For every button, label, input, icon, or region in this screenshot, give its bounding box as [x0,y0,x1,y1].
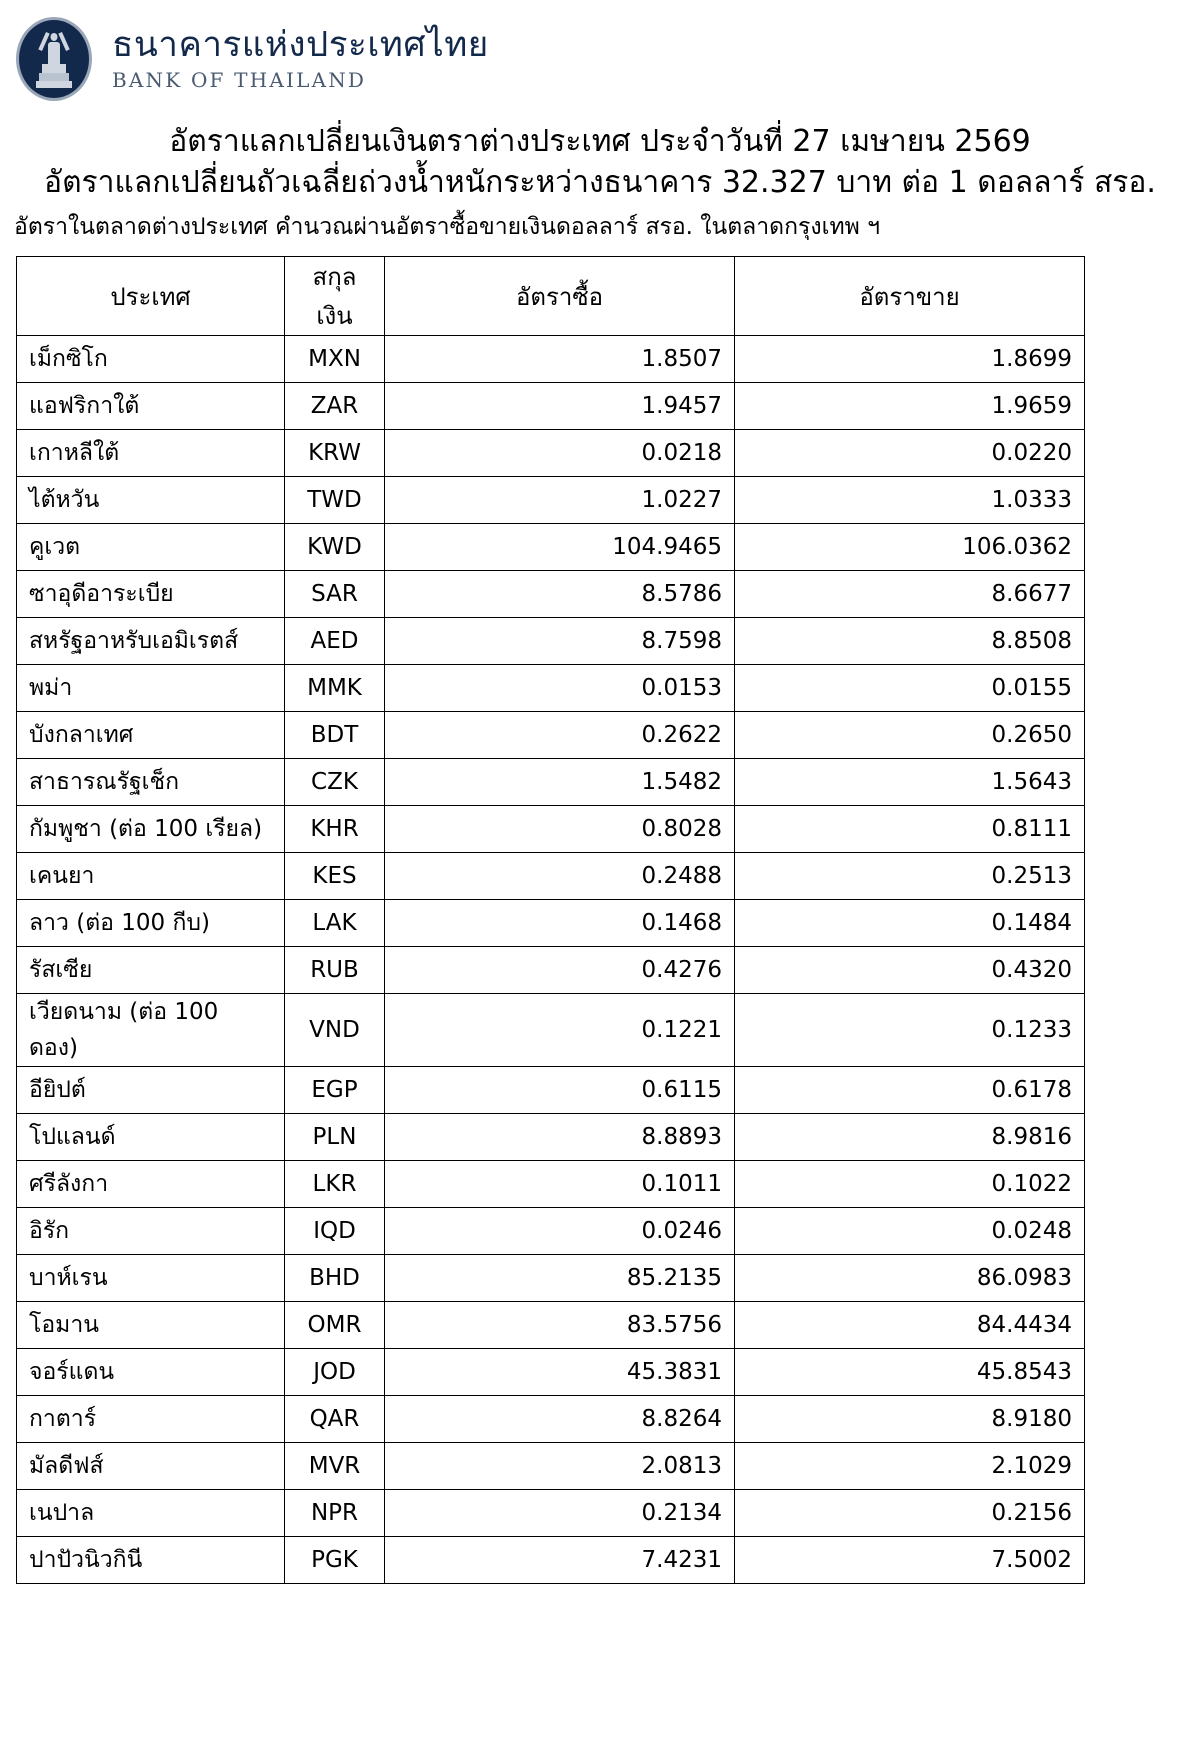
table-row [17,1208,1085,1255]
cell-country: อียิปต์ [17,1067,285,1114]
cell-country: อิรัก [17,1208,285,1255]
cell-currency-code: CZK [285,759,385,806]
cell-buy-rate: 0.2622 [385,712,735,759]
cell-sell-rate: 0.0155 [735,665,1085,712]
cell-buy-rate: 0.0153 [385,665,735,712]
cell-currency-code: PLN [285,1114,385,1161]
column-header-country: ประเทศ [17,257,285,336]
cell-currency-code: TWD [285,477,385,524]
column-header-sell-rate: อัตราขาย [735,257,1085,336]
cell-sell-rate: 0.1233 [735,994,1085,1067]
cell-sell-rate: 7.5002 [735,1537,1085,1584]
cell-buy-rate: 104.9465 [385,524,735,571]
cell-country: เวียดนาม (ต่อ 100 ดอง) [17,994,285,1067]
cell-currency-code: KES [285,853,385,900]
cell-country: โอมาน [17,1302,285,1349]
cell-sell-rate: 8.6677 [735,571,1085,618]
bank-of-thailand-seal-icon [16,17,92,101]
table-row [17,1114,1085,1161]
cell-sell-rate: 0.1022 [735,1161,1085,1208]
cell-buy-rate: 1.5482 [385,759,735,806]
page-title: อัตราแลกเปลี่ยนเงินตราต่างประเทศ ประจำวันที่ 27 เมษายน 2569 [169,124,1031,159]
cell-sell-rate: 1.5643 [735,759,1085,806]
table-row [17,618,1085,665]
table-row [17,383,1085,430]
cell-sell-rate: 0.0220 [735,430,1085,477]
cell-country: ไต้หวัน [17,477,285,524]
cell-buy-rate: 83.5756 [385,1302,735,1349]
cell-currency-code: LKR [285,1161,385,1208]
cell-buy-rate: 0.0218 [385,430,735,477]
table-row [17,712,1085,759]
cell-country: สหรัฐอาหรับเอมิเรตส์ [17,618,285,665]
table-row [17,759,1085,806]
cell-sell-rate: 106.0362 [735,524,1085,571]
cell-sell-rate: 0.1484 [735,900,1085,947]
cell-sell-rate: 8.9180 [735,1396,1085,1443]
table-row [17,1537,1085,1584]
table-row [17,336,1085,383]
table-row [17,1490,1085,1537]
cell-country: กัมพูชา (ต่อ 100 เรียล) [17,806,285,853]
cell-country: ปาปัวนิวกินี [17,1537,285,1584]
brand-block [112,27,489,91]
page-subtitle: อัตราแลกเปลี่ยนถัวเฉลี่ยถ่วงน้ำหนักระหว่างธนาคาร 32.327 บาท ต่อ 1 ดอลลาร์ สรอ. [44,164,1156,200]
cell-country: พม่า [17,665,285,712]
cell-sell-rate: 45.8543 [735,1349,1085,1396]
table-row [17,1349,1085,1396]
cell-currency-code: JOD [285,1349,385,1396]
cell-sell-rate: 1.0333 [735,477,1085,524]
cell-currency-code: RUB [285,947,385,994]
table-header-row [17,257,1085,336]
cell-country: บังกลาเทศ [17,712,285,759]
cell-sell-rate: 0.2156 [735,1490,1085,1537]
cell-currency-code: PGK [285,1537,385,1584]
cell-currency-code: SAR [285,571,385,618]
table-row [17,571,1085,618]
cell-buy-rate: 1.0227 [385,477,735,524]
cell-country: มัลดีฟส์ [17,1443,285,1490]
cell-sell-rate: 84.4434 [735,1302,1085,1349]
table-row [17,900,1085,947]
cell-buy-rate: 1.9457 [385,383,735,430]
cell-buy-rate: 45.3831 [385,1349,735,1396]
cell-sell-rate: 1.9659 [735,383,1085,430]
cell-sell-rate: 8.9816 [735,1114,1085,1161]
cell-sell-rate: 0.2513 [735,853,1085,900]
title-block [0,104,1200,242]
page-note: อัตราในตลาดต่างประเทศ คำนวณผ่านอัตราซื้อขายเงินดอลลาร์ สรอ. ในตลาดกรุงเทพ ฯ [14,213,881,240]
cell-sell-rate: 0.6178 [735,1067,1085,1114]
cell-currency-code: MMK [285,665,385,712]
cell-currency-code: ZAR [285,383,385,430]
cell-currency-code: KWD [285,524,385,571]
column-header-currency: สกุลเงิน [285,257,385,336]
table-row [17,477,1085,524]
cell-currency-code: LAK [285,900,385,947]
cell-country: เม็กซิโก [17,336,285,383]
table-row [17,1302,1085,1349]
cell-currency-code: AED [285,618,385,665]
cell-sell-rate: 86.0983 [735,1255,1085,1302]
cell-country: กาตาร์ [17,1396,285,1443]
cell-buy-rate: 85.2135 [385,1255,735,1302]
table-row [17,524,1085,571]
cell-country: คูเวต [17,524,285,571]
cell-currency-code: VND [285,994,385,1067]
cell-country: เกาหลีใต้ [17,430,285,477]
cell-sell-rate: 0.0248 [735,1208,1085,1255]
cell-currency-code: MXN [285,336,385,383]
cell-sell-rate: 8.8508 [735,618,1085,665]
table-row [17,947,1085,994]
table-row [17,1396,1085,1443]
cell-buy-rate: 8.8893 [385,1114,735,1161]
cell-currency-code: MVR [285,1443,385,1490]
cell-country: บาห์เรน [17,1255,285,1302]
cell-buy-rate: 2.0813 [385,1443,735,1490]
cell-currency-code: BDT [285,712,385,759]
cell-country: ซาอุดีอาระเบีย [17,571,285,618]
cell-sell-rate: 2.1029 [735,1443,1085,1490]
cell-currency-code: QAR [285,1396,385,1443]
cell-buy-rate: 8.5786 [385,571,735,618]
cell-currency-code: BHD [285,1255,385,1302]
table-body [17,336,1085,1584]
cell-sell-rate: 0.4320 [735,947,1085,994]
cell-buy-rate: 0.1011 [385,1161,735,1208]
cell-buy-rate: 0.2488 [385,853,735,900]
table-row [17,806,1085,853]
cell-currency-code: EGP [285,1067,385,1114]
cell-buy-rate: 0.2134 [385,1490,735,1537]
table-row [17,1067,1085,1114]
cell-buy-rate: 0.8028 [385,806,735,853]
cell-sell-rate: 0.2650 [735,712,1085,759]
document-header [0,0,1200,104]
cell-currency-code: KHR [285,806,385,853]
table-row [17,1443,1085,1490]
brand-name-thai: ธนาคารแห่งประเทศไทย [112,25,489,66]
cell-sell-rate: 0.8111 [735,806,1085,853]
cell-buy-rate: 7.4231 [385,1537,735,1584]
cell-currency-code: NPR [285,1490,385,1537]
cell-country: เนปาล [17,1490,285,1537]
exchange-rate-table-container [0,242,1200,1584]
table-row [17,1255,1085,1302]
seal-figure-icon [37,31,71,93]
cell-buy-rate: 0.1468 [385,900,735,947]
cell-country: แอฟริกาใต้ [17,383,285,430]
cell-buy-rate: 1.8507 [385,336,735,383]
exchange-rate-table [16,256,1085,1584]
cell-buy-rate: 0.0246 [385,1208,735,1255]
cell-currency-code: OMR [285,1302,385,1349]
cell-country: เคนยา [17,853,285,900]
cell-buy-rate: 0.1221 [385,994,735,1067]
cell-country: โปแลนด์ [17,1114,285,1161]
cell-country: ศรีลังกา [17,1161,285,1208]
cell-country: สาธารณรัฐเช็ก [17,759,285,806]
brand-name-english: BANK OF THAILAND [112,67,367,92]
cell-country: จอร์แดน [17,1349,285,1396]
column-header-buy-rate: อัตราซื้อ [385,257,735,336]
cell-buy-rate: 8.7598 [385,618,735,665]
cell-country: ลาว (ต่อ 100 กีบ) [17,900,285,947]
cell-currency-code: IQD [285,1208,385,1255]
cell-currency-code: KRW [285,430,385,477]
table-row [17,665,1085,712]
table-row [17,853,1085,900]
table-row [17,430,1085,477]
table-row [17,1161,1085,1208]
cell-buy-rate: 8.8264 [385,1396,735,1443]
cell-sell-rate: 1.8699 [735,336,1085,383]
cell-buy-rate: 0.4276 [385,947,735,994]
table-row [17,994,1085,1067]
cell-buy-rate: 0.6115 [385,1067,735,1114]
cell-country: รัสเซีย [17,947,285,994]
